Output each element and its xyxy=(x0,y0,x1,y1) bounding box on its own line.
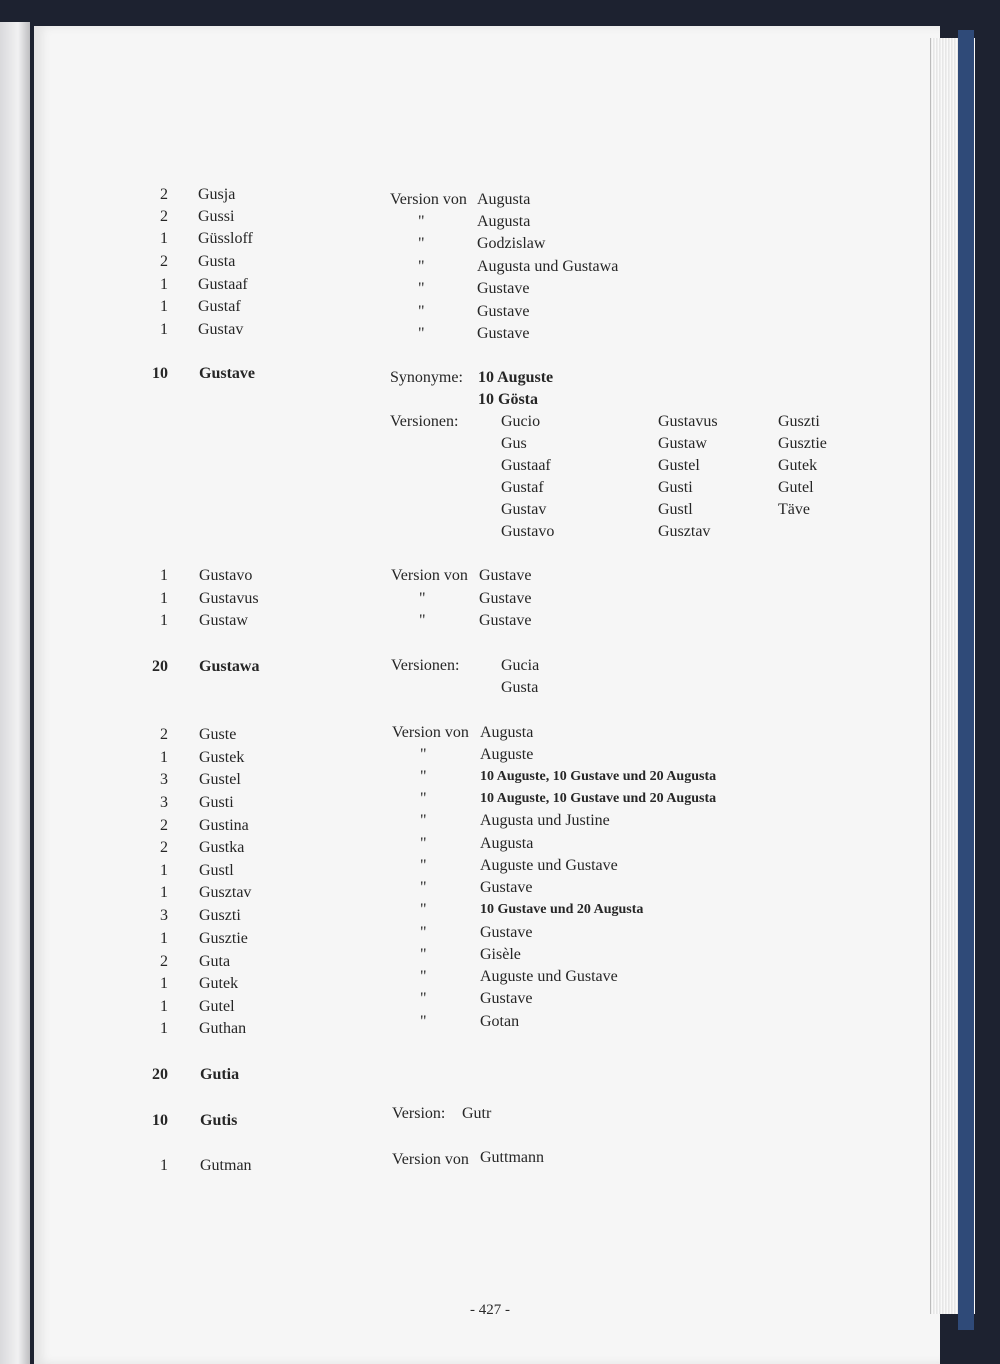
ditto-mark: " xyxy=(419,590,426,607)
entry-ref: Augusta xyxy=(477,191,531,208)
version-name: Gustavo xyxy=(501,523,555,540)
versions-label: Versionen: xyxy=(390,413,459,430)
entry-count: 20 xyxy=(152,658,168,675)
ditto-mark: " xyxy=(420,1013,427,1030)
entry-name: Gutman xyxy=(200,1157,252,1174)
entry-name: Gustav xyxy=(198,321,244,338)
entry-ref: Gotan xyxy=(480,1013,520,1030)
entry-name: Gutek xyxy=(199,975,239,992)
entry-name: Guszti xyxy=(199,907,241,924)
entry-count: 1 xyxy=(160,321,168,338)
entry-count: 10 xyxy=(152,365,168,382)
entry-name: Gusta xyxy=(198,253,236,270)
entry-name: Güssloff xyxy=(198,230,253,247)
version-name: Gustaaf xyxy=(501,457,551,474)
entry-ref: Auguste xyxy=(480,746,534,763)
entry-ref: Gustave xyxy=(477,325,530,342)
entry-count: 1 xyxy=(160,298,168,315)
entry-name: Gusztie xyxy=(199,930,248,947)
entry-count: 1 xyxy=(160,930,168,947)
versions-label: Versionen: xyxy=(391,657,460,674)
entry-count: 2 xyxy=(160,817,168,834)
synonyms-label: Synonyme: xyxy=(390,369,463,386)
entry-name: Gustel xyxy=(199,771,241,788)
entry-name: Gustka xyxy=(199,839,245,856)
ditto-mark: " xyxy=(420,946,427,963)
entry-ref: Augusta und Justine xyxy=(480,812,610,829)
entry-count: 1 xyxy=(160,749,168,766)
entry-count: 2 xyxy=(160,839,168,856)
synonym: 10 Gösta xyxy=(478,391,538,408)
entry-ref: Gustave xyxy=(477,280,530,297)
entry-ref: Augusta xyxy=(480,724,534,741)
version-name: Gucio xyxy=(501,413,541,430)
ditto-mark: " xyxy=(420,790,427,807)
page-number: - 427 - xyxy=(470,1302,510,1318)
ditto-mark: " xyxy=(420,990,427,1007)
ditto-mark: " xyxy=(420,968,427,985)
version-name: Gusztie xyxy=(778,435,827,452)
ditto-mark: " xyxy=(420,746,427,763)
entry-count: 1 xyxy=(160,612,168,629)
entry-count: 1 xyxy=(160,998,168,1015)
entry-count: 3 xyxy=(160,907,168,924)
entry-ref: Guttmann xyxy=(480,1149,544,1166)
entry-ref: Gustave xyxy=(479,567,532,584)
entry-name: Gussi xyxy=(198,208,235,225)
entry-count: 3 xyxy=(160,771,168,788)
ditto-mark: " xyxy=(418,280,425,297)
ditto-mark: " xyxy=(418,325,425,342)
entry-name: Gustina xyxy=(199,817,249,834)
entry-ref: Augusta xyxy=(480,835,534,852)
version-name: Gusti xyxy=(658,479,693,496)
entry-ref: Gustave xyxy=(479,612,532,629)
entry-ref: Gustave xyxy=(480,990,533,1007)
entry-name: Guste xyxy=(199,726,237,743)
left-page-edge xyxy=(0,22,30,1364)
ditto-mark: " xyxy=(420,924,427,941)
ditto-mark: " xyxy=(420,768,427,785)
book-cover xyxy=(958,30,974,1330)
entry-count: 1 xyxy=(160,230,168,247)
entry-ref-label: Version: xyxy=(392,1105,446,1122)
version-name: Gucia xyxy=(501,657,540,674)
entry-name: Gustavus xyxy=(199,590,259,607)
ditto-mark: " xyxy=(420,879,427,896)
ditto-mark: " xyxy=(418,258,425,275)
version-name: Gustaw xyxy=(658,435,707,452)
version-name: Gustav xyxy=(501,501,547,518)
version-name: Gutel xyxy=(778,479,814,496)
entry-ref: Auguste und Gustave xyxy=(480,968,618,985)
entry-name: Gustek xyxy=(199,749,245,766)
ditto-mark: " xyxy=(418,303,425,320)
entry-name: Gustaw xyxy=(199,612,248,629)
entry-count: 1 xyxy=(160,590,168,607)
entry-count: 1 xyxy=(160,884,168,901)
entry-ref: Gustave xyxy=(479,590,532,607)
entry-name: Gutis xyxy=(200,1112,238,1129)
ditto-mark: " xyxy=(420,901,427,918)
entry-name: Gutia xyxy=(200,1066,240,1083)
entry-name: Gutel xyxy=(199,998,235,1015)
entry-ref: Auguste und Gustave xyxy=(480,857,618,874)
entry-name: Guthan xyxy=(199,1020,247,1037)
synonym: 10 Auguste xyxy=(478,369,554,386)
entry-name: Gustaf xyxy=(198,298,241,315)
version-name: Gustl xyxy=(658,501,693,518)
entry-count: 10 xyxy=(152,1112,168,1129)
ditto-mark: " xyxy=(419,612,426,629)
entry-name: Gusja xyxy=(198,186,236,203)
version-name: Gus xyxy=(501,435,527,452)
entry-name: Gustave xyxy=(199,365,255,382)
entry-ref: Gustave xyxy=(480,924,533,941)
ditto-mark: " xyxy=(418,213,425,230)
entry-name: Guta xyxy=(199,953,231,970)
entry-ref: Gustave xyxy=(480,879,533,896)
ditto-mark: " xyxy=(420,857,427,874)
entry-count: 1 xyxy=(160,1020,168,1037)
entry-name: Gustawa xyxy=(199,658,260,675)
entry-count: 1 xyxy=(160,276,168,293)
entry-ref: 10 Auguste, 10 Gustave und 20 Augusta xyxy=(480,791,717,806)
version-name: Gutek xyxy=(778,457,818,474)
entry-count: 2 xyxy=(160,253,168,270)
entry-count: 20 xyxy=(152,1066,168,1083)
entry-name: Gustl xyxy=(199,862,234,879)
entry-name: Gustaaf xyxy=(198,276,248,293)
entry-ref: Godzislaw xyxy=(477,235,546,252)
entry-ref: Gisèle xyxy=(480,946,521,963)
version-name: Gusztav xyxy=(658,523,711,540)
entry-name: Gusti xyxy=(199,794,234,811)
entry-count: 2 xyxy=(160,953,168,970)
entry-count: 2 xyxy=(160,186,168,203)
entry-count: 1 xyxy=(160,567,168,584)
entry-count: 1 xyxy=(160,1157,168,1174)
entry-ref: Gustave xyxy=(477,303,530,320)
ditto-mark: " xyxy=(420,835,427,852)
ditto-mark: " xyxy=(418,235,425,252)
entry-name: Gustavo xyxy=(199,567,253,584)
entry-ref-label: Version von xyxy=(391,567,468,584)
entry-count: 2 xyxy=(160,208,168,225)
entry-ref: Augusta xyxy=(477,213,531,230)
entry-ref: Augusta und Gustawa xyxy=(477,258,619,275)
version-name: Gusta xyxy=(501,679,539,696)
entry-name: Gusztav xyxy=(199,884,252,901)
entry-ref-label: Version von xyxy=(390,191,467,208)
version-name: Guszti xyxy=(778,413,820,430)
entry-ref: 10 Auguste, 10 Gustave und 20 Augusta xyxy=(480,769,717,784)
version-name: Gustel xyxy=(658,457,700,474)
ditto-mark: " xyxy=(420,812,427,829)
entry-ref: Gutr xyxy=(462,1105,492,1122)
entry-count: 1 xyxy=(160,975,168,992)
entry-count: 1 xyxy=(160,862,168,879)
version-name: Täve xyxy=(778,501,810,518)
entry-ref-label: Version von xyxy=(392,1151,469,1168)
version-name: Gustaf xyxy=(501,479,544,496)
entry-count: 3 xyxy=(160,794,168,811)
entry-ref: 10 Gustave und 20 Augusta xyxy=(480,902,644,917)
version-name: Gustavus xyxy=(658,413,718,430)
entry-count: 2 xyxy=(160,726,168,743)
entry-ref-label: Version von xyxy=(392,724,469,741)
